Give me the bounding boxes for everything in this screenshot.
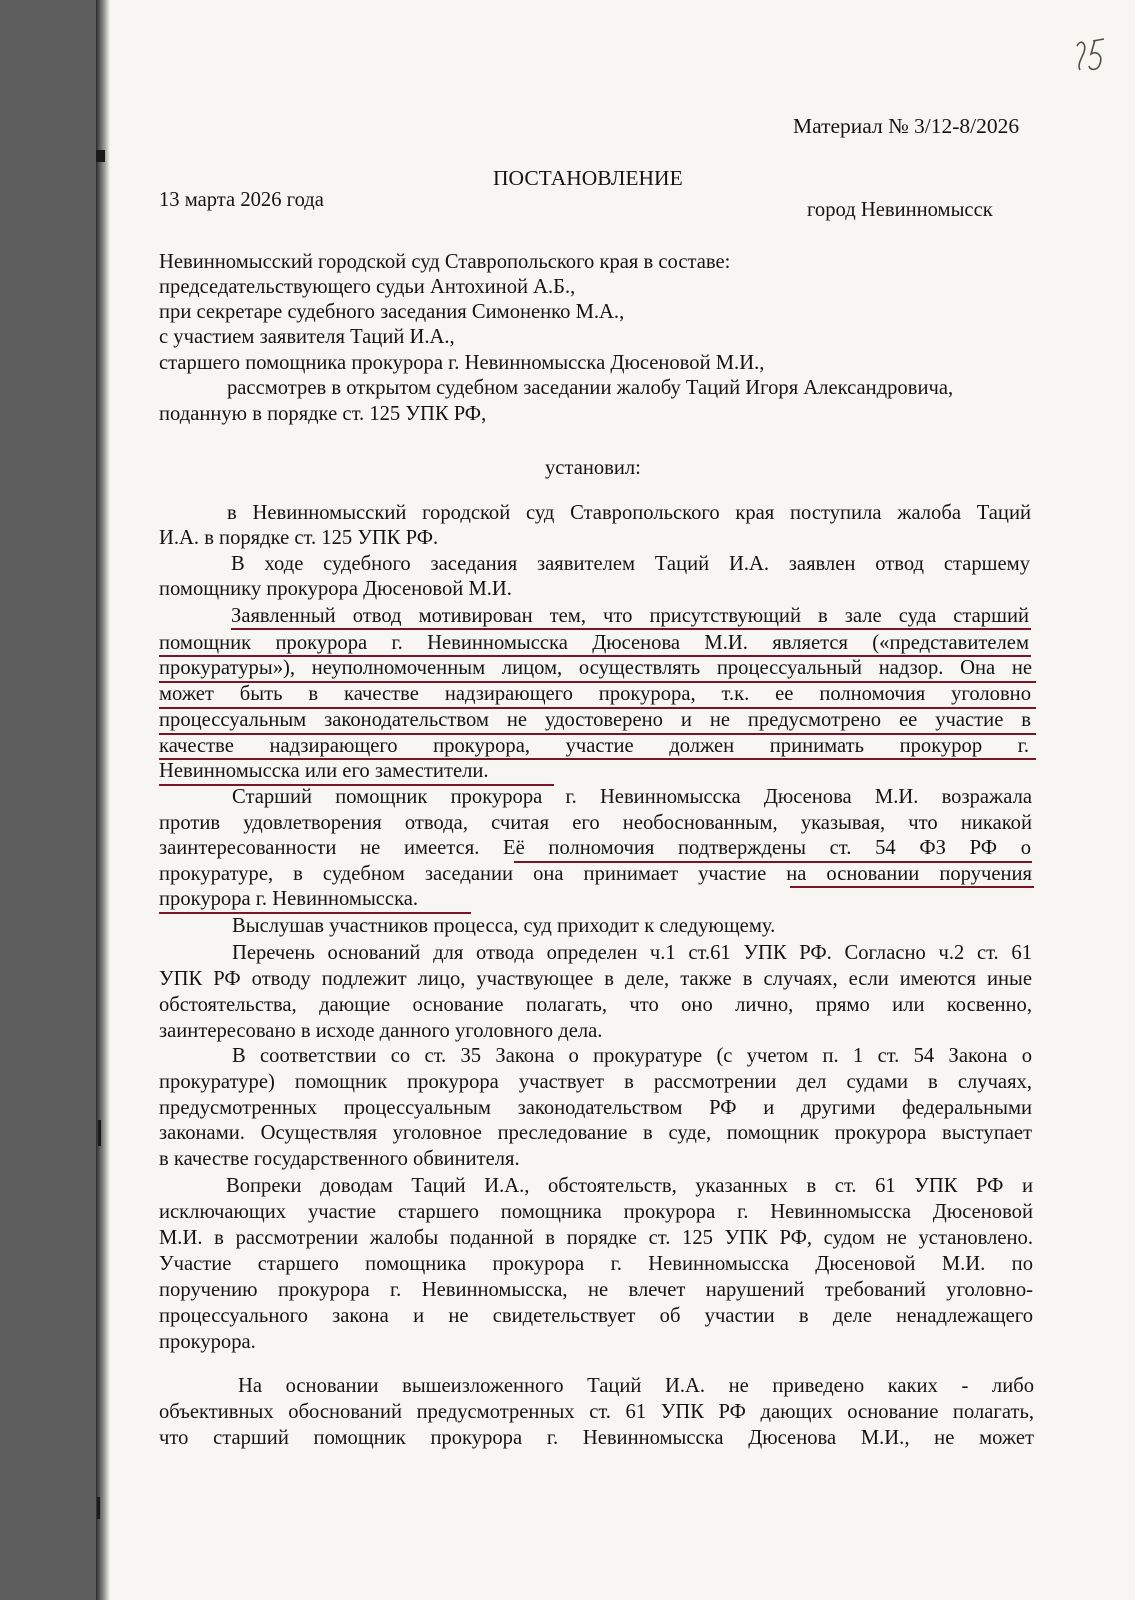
body-line: процессуальным законодательством не удостоверено и не предусмотрено ее участие в <box>159 709 1031 731</box>
section-heading: установил: <box>545 457 641 479</box>
document-city: город Невинномысск <box>807 199 993 221</box>
court-line: старшего помощника прокурора г. Невинномысска Дюсеновой М.И., <box>159 352 765 374</box>
document-title: ПОСТАНОВЛЕНИЕ <box>493 166 683 190</box>
material-number: Материал № 3/12-8/2026 <box>793 114 1020 138</box>
pen-underline <box>159 681 1036 683</box>
body-line: заинтересованности не имеется. Её полномочия подтверждены ст. 54 ФЗ РФ о <box>159 837 1031 859</box>
court-line: при секретаре судебного заседания Симоненко М.А., <box>159 301 625 323</box>
body-line: М.И. в рассмотрении жалобы поданной в порядке ст. 125 УПК РФ, судом не установлено. <box>159 1227 1033 1249</box>
document-date: 13 марта 2026 года <box>159 189 324 211</box>
body-line: прокуратуре) помощник прокурора участвует в рассмотрении дел судами в случаях, <box>159 1071 1032 1093</box>
body-line: исключающих участие старшего помощника прокурора г. Невинномысска Дюсеновой <box>159 1201 1033 1223</box>
body-line: Перечень оснований для отвода определен ч.1 ст.61 УПК РФ. Согласно ч.2 ст. 61 <box>232 942 1032 964</box>
body-line: Заявленный отвод мотивирован тем, что присутствующий в зале суда старший <box>231 605 1029 627</box>
binding-mark <box>96 150 105 162</box>
body-line: процессуального закона и не свидетельствует об участии в деле ненадлежащего <box>159 1305 1033 1327</box>
body-line: в Невинномысский городской суд Ставропольского края поступила жалоба Таций <box>227 502 1031 524</box>
body-line: помощнику прокурора Дюсеновой М.И. <box>159 578 512 600</box>
body-line: На основании вышеизложенного Таций И.А. не приведено каких - либо <box>238 1375 1034 1397</box>
body-line: законами. Осуществляя уголовное преследование в суде, помощник прокурора выступает <box>159 1122 1032 1144</box>
body-line: что старший помощник прокурора г. Невинномысска Дюсенова М.И., не может <box>159 1427 1034 1449</box>
document-page <box>96 0 1135 1600</box>
body-line: против удовлетворения отвода, считая его необоснованным, указывая, что никакой <box>159 812 1032 834</box>
body-line: В соответствии со ст. 35 Закона о прокуратуре (с учетом п. 1 ст. 54 Закона о <box>232 1045 1032 1067</box>
court-line: рассмотрев в открытом судебном заседании жалобу Таций Игоря Александровича, <box>227 377 954 399</box>
court-line: с участием заявителя Таций И.А., <box>159 326 455 348</box>
body-line: качестве надзирающего прокурора, участие должен принимать прокурор г. <box>159 735 1029 757</box>
pen-underline <box>790 886 1034 888</box>
body-line: предусмотренных процессуальным законодательством РФ и другими федеральными <box>159 1097 1032 1119</box>
pen-underline <box>159 784 554 786</box>
pen-underline <box>159 758 1036 760</box>
court-line: поданную в порядке ст. 125 УПК РФ, <box>159 403 487 425</box>
binding-mark <box>97 1497 100 1519</box>
body-line: может быть в качестве надзирающего прокурора, т.к. ее полномочия уголовно <box>159 683 1031 705</box>
body-line: в качестве государственного обвинителя. <box>159 1148 520 1170</box>
body-line: обстоятельства, дающие основание полагать, что оно лично, прямо или косвенно, <box>159 994 1032 1016</box>
body-line: Невинномысска или его заместители. <box>159 760 489 782</box>
body-line: объективных обоснований предусмотренных ст. 61 УПК РФ дающих основание полагать, <box>159 1401 1034 1423</box>
binding-mark <box>98 1120 101 1146</box>
body-line: В ходе судебного заседания заявителем Таций И.А. заявлен отвод старшему <box>231 553 1030 575</box>
body-line: Выслушав участников процесса, суд приходит к следующему. <box>232 915 776 937</box>
body-line: Вопреки доводам Таций И.А., обстоятельств, указанных в ст. 61 УПК РФ и <box>226 1175 1033 1197</box>
court-line: Невинномысский городской суд Ставропольского края в составе: <box>159 251 731 273</box>
body-line: Старший помощник прокурора г. Невинномысска Дюсенова М.И. возражала <box>232 786 1032 808</box>
body-line: И.А. в порядке ст. 125 УПК РФ. <box>159 527 439 549</box>
pen-underline <box>159 707 1036 709</box>
body-line: прокуратуре, в судебном заседании она принимает участие на основании поручения <box>159 863 1032 885</box>
pen-underline <box>159 912 471 914</box>
body-line: заинтересовано в исходе данного уголовного дела. <box>159 1020 603 1042</box>
pen-underline <box>159 655 1031 657</box>
body-line: прокурора г. Невинномысска. <box>159 888 419 910</box>
body-line: прокуратуры»), неуполномоченным лицом, осуществлять процессуальный надзор. Она не <box>159 657 1032 679</box>
body-line: помощник прокурора г. Невинномысска Дюсенова М.И. является («представителем <box>159 632 1029 654</box>
handwritten-page-number <box>1071 34 1111 76</box>
body-line: прокурора. <box>159 1331 256 1353</box>
pen-underline <box>159 733 1036 735</box>
body-line: Участие старшего помощника прокурора г. Невинномысска Дюсеновой М.И. по <box>159 1253 1033 1275</box>
pen-underline <box>231 628 1031 630</box>
pen-underline <box>514 861 1032 863</box>
body-line: УПК РФ отводу подлежит лицо, участвующее в деле, также в случаях, если имеются иные <box>159 968 1032 990</box>
body-line: поручению прокурора г. Невинномысска, не влечет нарушений требований уголовно- <box>159 1279 1033 1301</box>
court-line: председательствующего судьи Антохиной А.Б., <box>159 276 576 298</box>
